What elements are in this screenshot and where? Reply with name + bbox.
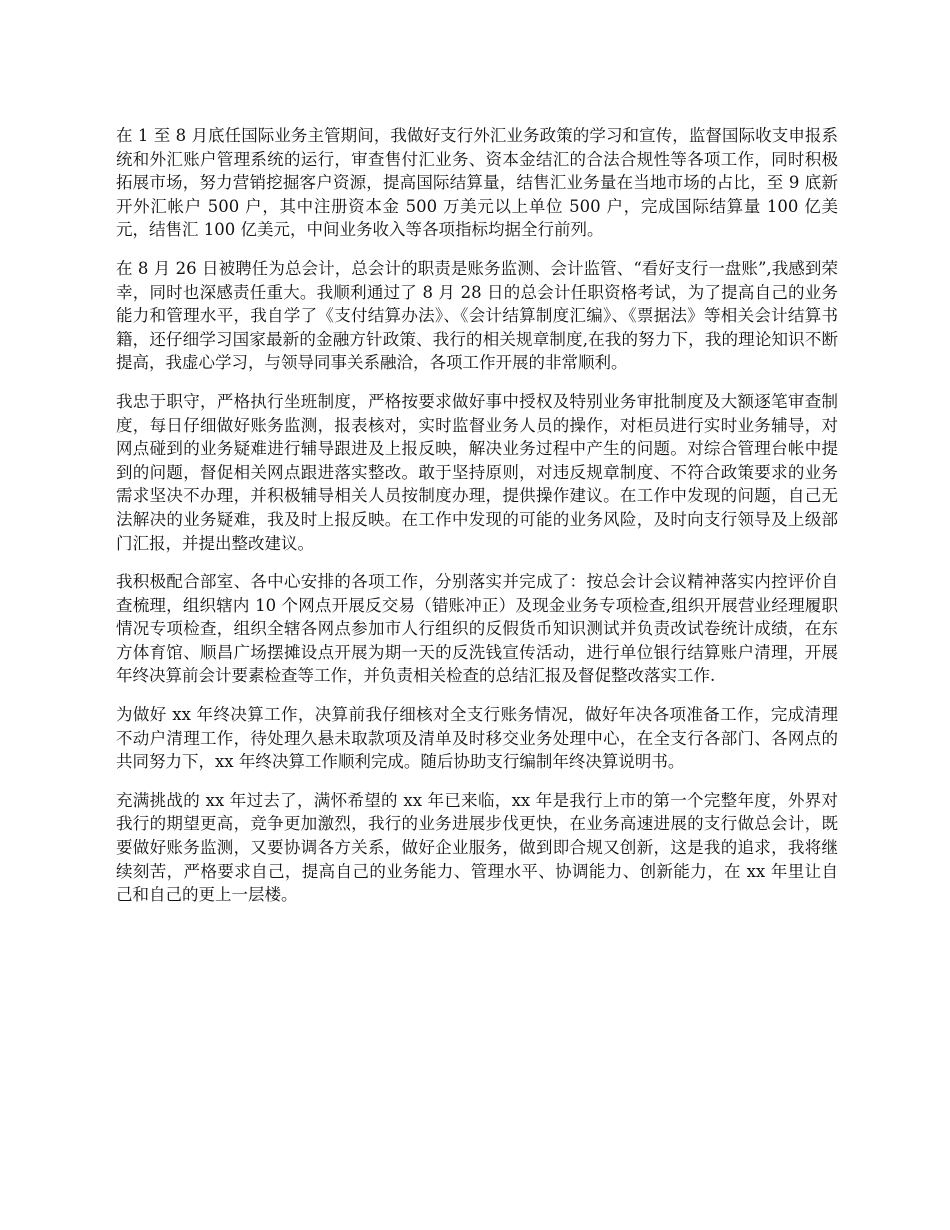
- paragraph-1: 在 1 至 8 月底任国际业务主管期间，我做好支行外汇业务政策的学习和宣传，监督国际收支申报系统和外汇账户管理系统的运行，审查售付汇业务、资本金结汇的合法合规性等各项工作，同时积极拓展市场，努力营销挖掘客户资源，提高国际结算量，结售汇业务量在当地市场的占比，至 9 底新开外汇帐户 500 户，其中注册资本金 500 万美元以上单位 500 户，完成国际结算量 100 亿美元，结售汇 100 亿美元，中间业务收入等各项指标均据全行前列。: [116, 126, 838, 240]
- paragraph-5: 为做好 xx 年终决算工作，决算前我仔细核对全支行账务情况，做好年决各项准备工作，完成清理不动户清理工作，待处理久悬未取款项及清单及时移交业务处理中心，在全支行各部门、各网点的共同努力下，xx 年终决算工作顺利完成。随后协助支行编制年终决算说明书。: [116, 705, 838, 772]
- paragraph-3: 我忠于职守，严格执行坐班制度，严格按要求做好事中授权及特别业务审批制度及大额逐笔审查制度，每日仔细做好账务监测，报表核对，实时监督业务人员的操作，对柜员进行实时业务辅导，对网点碰到的业务疑难进行辅导跟进及上报反映，解决业务过程中产生的问题。对综合管理台帐中提到的问题，督促相关网点跟进落实整改。敢于坚持原则，对违反规章制度、不符合政策要求的业务需求坚决不办理，并积极辅导相关人员按制度办理，提供操作建议。在工作中发现的问题，自己无法解决的业务疑难，我及时上报反映。在工作中发现的可能的业务风险，及时向支行领导及上级部门汇报，并提出整改建议。: [116, 391, 838, 553]
- paragraph-4: 我积极配合部室、各中心安排的各项工作，分别落实并完成了：按总会计会议精神落实内控评价自查梳理，组织辖内 10 个网点开展反交易（错账冲正）及现金业务专项检查,组织开展营业经理履职情况专项检查，组织全辖各网点参加市人行组织的反假货币知识测试并负责改试卷统计成绩，在东方体育馆、顺昌广场摆摊设点开展为期一天的反洗钱宣传活动，进行单位银行结算账户清理，开展年终决算前会计要素检查等工作，并负责相关检查的总结汇报及督促整改落实工作.: [116, 572, 838, 686]
- paragraph-6: 充满挑战的 xx 年过去了，满怀希望的 xx 年已来临，xx 年是我行上市的第一个完整年度，外界对我行的期望更高，竞争更加激烈，我行的业务进展步伐更快，在业务高速进展的支行做总会计，既要做好账务监测，又要协调各方关系，做好企业服务，做到即合规又创新，这是我的追求，我将继续刻苦，严格要求自己，提高自己的业务能力、管理水平、协调能力、创新能力，在 xx 年里让自己和自己的更上一层楼。: [116, 790, 838, 905]
- document-body: [116, 124, 838, 922]
- paragraph-2: 在 8 月 26 日被聘任为总会计，总会计的职责是账务监测、会计监管、“看好支行一盘账”,我感到荣幸，同时也深感责任重大。我顺利通过了 8 月 28 日的总会计任职资格考试，为了提高自己的业务能力和管理水平，我自学了《支付结算办法》、《会计结算制度汇编》、《票据法》等相关会计结算书籍，还仔细学习国家最新的金融方针政策、我行的相关规章制度,在我的努力下，我的理论知识不断提高，我虚心学习，与领导同事关系融洽，各项工作开展的非常顺利。: [116, 258, 838, 373]
